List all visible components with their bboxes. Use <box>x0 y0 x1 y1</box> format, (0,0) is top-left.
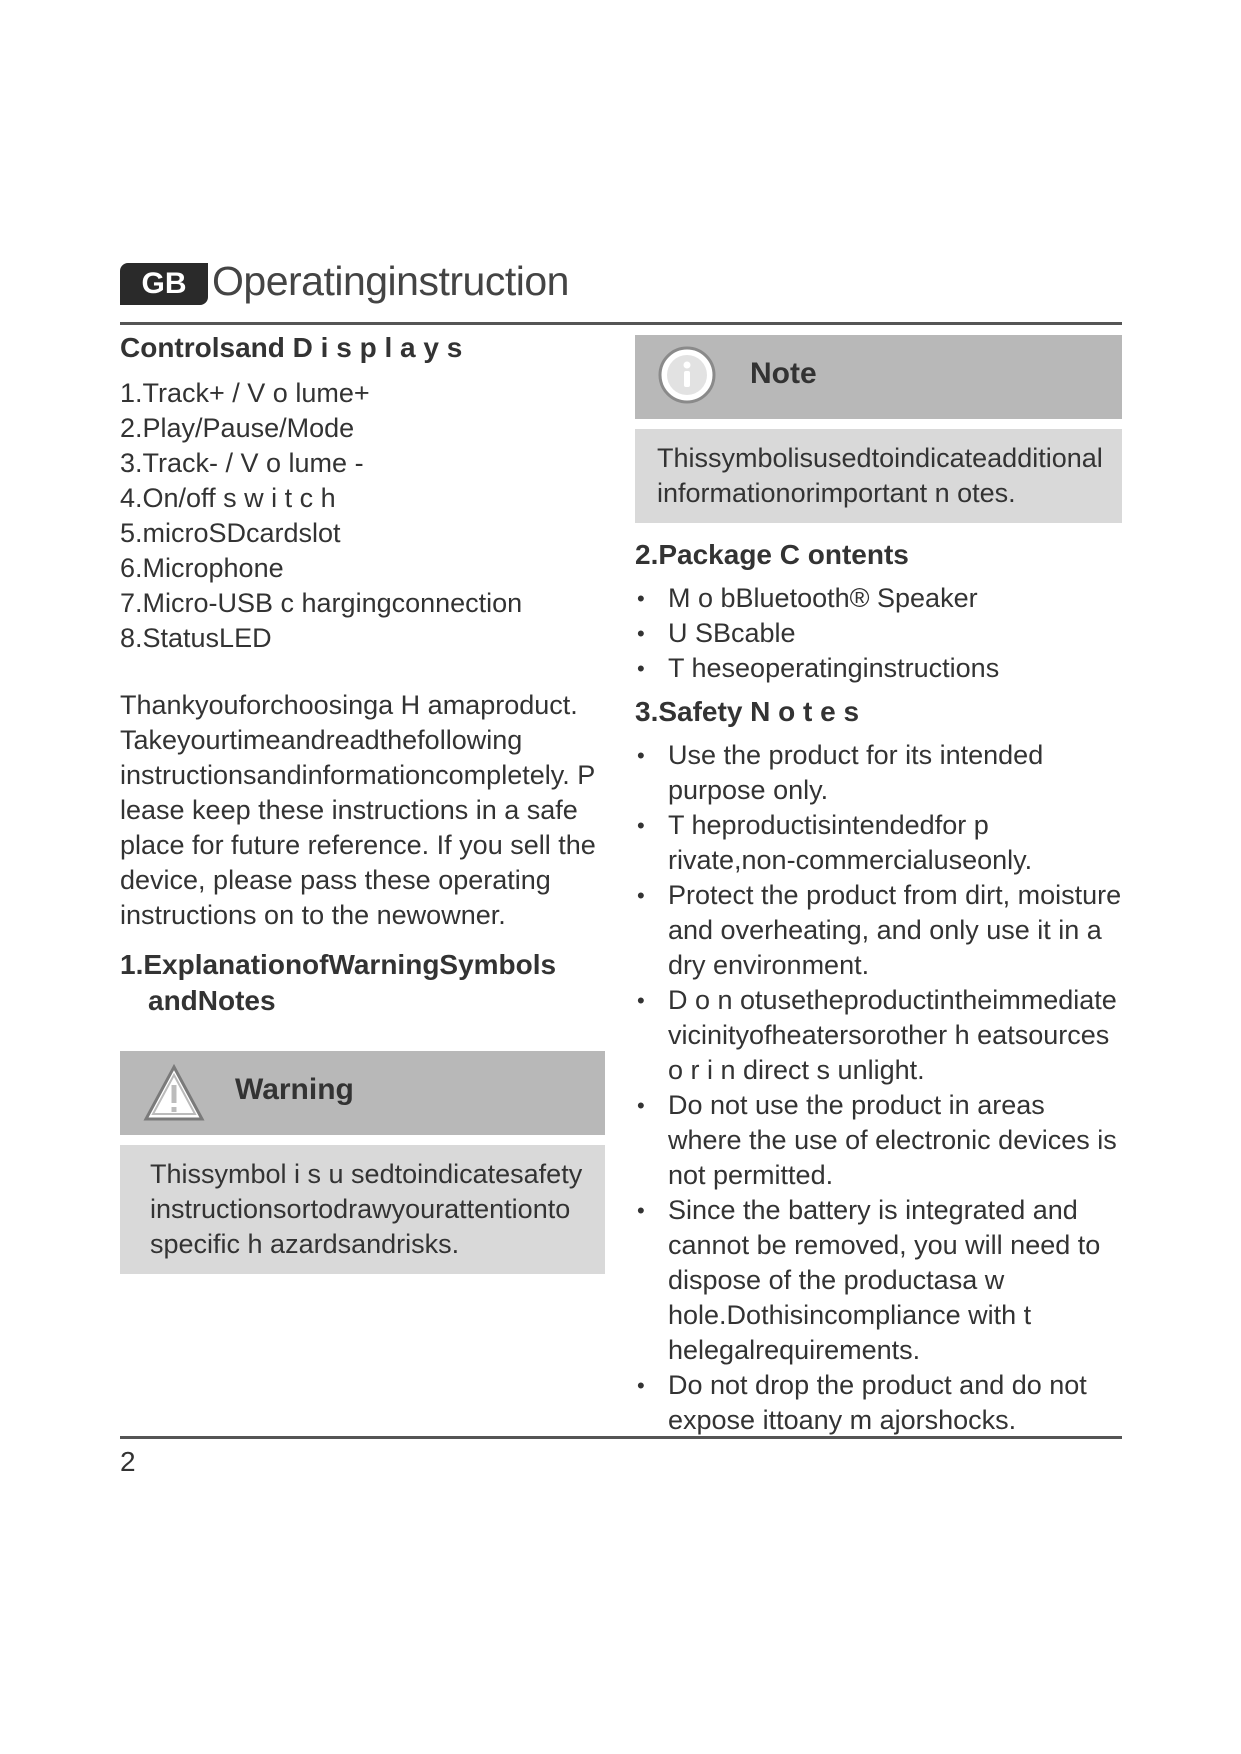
note-label: Note <box>750 357 817 390</box>
list-item: 7.Micro-USB c hargingconnection <box>120 588 523 618</box>
list-item: 6.Microphone <box>120 553 284 583</box>
note-box <box>635 335 1122 523</box>
warning-label: Warning <box>235 1073 354 1106</box>
note-text: Thissymbolisusedtoindicateadditional informationorimportant n otes. <box>635 429 1122 523</box>
list-item: 5.microSDcardslot <box>120 518 341 548</box>
list-item: 3.Track- / V o lume - <box>120 448 364 478</box>
list-item: • Protect the product from dirt, moisture and overheating, and only use it in a dry environment. <box>635 878 1122 983</box>
document-title: Operatinginstruction <box>212 258 569 304</box>
safety-notes-heading: 3.Safety N o t e s <box>635 696 860 727</box>
warning-box-header <box>120 1051 605 1135</box>
warning-text: Thissymbol i s u sedtoindicatesafety instructionsortodrawyourattentionto specific h azardsandrisks. <box>120 1145 605 1274</box>
list-item: 8.StatusLED <box>120 623 272 653</box>
list-item: • Use the product for its intended purpose only. <box>635 738 1122 808</box>
list-item: • T heseoperatinginstructions <box>635 651 1122 686</box>
list-item: • U SBcable <box>635 616 1122 651</box>
explanation-heading <box>120 947 605 1019</box>
list-item: • Do not drop the product and do not expose ittoany m ajorshocks. <box>635 1368 1122 1438</box>
controls-list <box>120 376 605 656</box>
right-column <box>635 335 1122 1438</box>
bottom-divider <box>120 1436 1122 1439</box>
top-divider <box>120 322 1122 325</box>
package-contents-heading: 2.Package C ontents <box>635 539 909 570</box>
package-contents-list <box>635 581 1122 686</box>
explanation-heading-line1: 1.ExplanationofWarningSymbols <box>120 949 557 980</box>
page-number: 2 <box>120 1446 136 1477</box>
warning-box <box>120 1051 605 1274</box>
language-badge: GB <box>120 263 208 305</box>
list-item: • T heproductisintendedfor p rivate,non-commercialuseonly. <box>635 808 1122 878</box>
list-item: 1.Track+ / V o lume+ <box>120 378 370 408</box>
left-column <box>120 330 605 1274</box>
info-icon <box>655 345 719 405</box>
list-item: • D o n otusetheproductintheimmediate vicinityofheatersorother h eatsources o r i n direct s unlight. <box>635 983 1122 1088</box>
warning-triangle-icon <box>142 1063 206 1123</box>
note-box-header <box>635 335 1122 419</box>
list-item: 4.On/off s w i t c h <box>120 483 336 513</box>
list-item: • M o bBluetooth® Speaker <box>635 581 1122 616</box>
list-item: • Since the battery is integrated and cannot be removed, you will need to dispose of the productasa w hole.Dothisincompliance with t helegalrequirements. <box>635 1193 1122 1368</box>
safety-notes-list <box>635 738 1122 1438</box>
list-item: • Do not use the product in areas where the use of electronic devices is not permitted. <box>635 1088 1122 1193</box>
list-item: 2.Play/Pause/Mode <box>120 413 355 443</box>
controls-heading: Controlsand D i s p l a y s <box>120 332 463 363</box>
intro-paragraph: Thankyouforchoosinga H amaproduct. Takeyourtimeandreadthefollowing instructionsandinformationcompletely. P lease keep these instructions in a safe place for future reference. If you sell the device, please pass these operating instructions on to the newowner. <box>120 690 596 930</box>
explanation-heading-line2: andNotes <box>148 985 276 1016</box>
